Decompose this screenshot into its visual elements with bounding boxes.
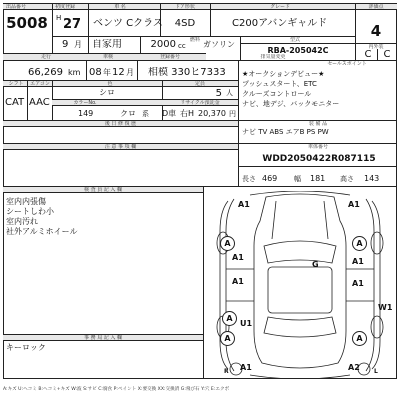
- mark-a-left-front: A: [220, 236, 235, 251]
- handle: 右H: [180, 109, 195, 118]
- remarks-label: 注 意 事 項 欄: [104, 144, 137, 150]
- year-era: H: [56, 14, 62, 22]
- owner-type: D車: [162, 109, 177, 118]
- seats: 5: [215, 88, 222, 99]
- inspector-note-1: 室内内張傷: [6, 197, 46, 206]
- trim-color: クロ: [120, 109, 136, 118]
- color-no-label: カラーNo.: [73, 100, 97, 106]
- divider: [86, 60, 87, 80]
- divider: [240, 43, 355, 44]
- inspector-label: 検 査 員 記 入 欄: [84, 187, 122, 193]
- inspection-year: 08: [89, 67, 102, 78]
- divider: [137, 60, 138, 80]
- recycle-label: リサイクル預託金: [180, 100, 220, 106]
- mark-a-left-rear: A: [220, 331, 235, 346]
- year-label: 初度登録: [55, 4, 76, 10]
- model-year: 27: [63, 17, 82, 32]
- exhibitor-label: 事 務 局 記 入 欄: [84, 335, 122, 341]
- inspection-month: 12: [112, 67, 125, 78]
- inspector-note-3: 室内汚れ: [6, 217, 38, 226]
- sales-point-label: セールスポイント: [327, 61, 367, 67]
- mileage-label: 走行: [40, 54, 51, 60]
- damage-diagram: [206, 191, 394, 378]
- recycle-amount: 20,370: [198, 109, 226, 118]
- sales-point-4: ナビ、地デジ、バックモニター: [242, 100, 340, 108]
- inspector-note-4: 社外アルミホイール: [6, 227, 78, 236]
- doors-label: ドア形状: [175, 4, 195, 10]
- mark-r-corner: R: [224, 368, 229, 375]
- ac-label: エアコン: [30, 81, 50, 87]
- divider: [238, 60, 239, 186]
- divider: [27, 80, 28, 120]
- car-name-label: 車 名: [114, 4, 126, 10]
- grade-label: グレード: [269, 4, 290, 10]
- fuel: ガソリン: [203, 40, 235, 49]
- mark-a-right-front: A: [352, 236, 367, 251]
- model-month: 9: [62, 39, 69, 50]
- footer-legend: A:キズ U:ヘコミ B:ヘコミ+キズ W:波 S:サビ C:腐食 P:ペイント X:要交換 XX:交換済 G:飛び石 Y:穴 E:エクボ: [3, 387, 230, 392]
- rating: 4: [370, 24, 382, 39]
- mark-a2-bottom-right: A2: [348, 363, 360, 372]
- length: 469: [262, 174, 278, 183]
- divider: [52, 3, 53, 60]
- doors: 4SD: [174, 18, 196, 29]
- seats-unit: 人: [226, 89, 233, 97]
- mark-g-center: G: [312, 260, 319, 269]
- mark-a-right-rear: A: [352, 331, 367, 346]
- inspection-year-unit: 年: [103, 68, 111, 77]
- shift-label: シフト: [8, 81, 24, 87]
- vin: WDD2050422R087115: [262, 154, 376, 164]
- plate-label: 登録番号: [159, 54, 180, 60]
- inspection-label: 車検: [102, 54, 113, 60]
- mark-w1-right: W1: [378, 303, 393, 312]
- interior-exterior-label: 内外装: [368, 44, 384, 50]
- mileage: 66,269: [28, 67, 63, 78]
- model-month-unit: 月: [74, 40, 82, 49]
- length-label: 長さ: [242, 175, 256, 183]
- mark-a1-right-mid: A1: [352, 257, 364, 266]
- plate: 相模 330ヒ7333: [148, 67, 226, 78]
- width: 181: [310, 174, 326, 183]
- exterior-grade: C: [383, 49, 391, 60]
- ext-change-label: 排気量変更: [260, 54, 286, 60]
- mark-a1-top-right: A1: [348, 200, 360, 209]
- mark-u1-left: U1: [240, 319, 253, 328]
- equipment-label: 装 備 品: [308, 121, 328, 127]
- ac: AAC: [29, 97, 50, 108]
- inspector-note-2: シートしわ小: [6, 207, 54, 216]
- mark-a-left-low: A: [222, 311, 237, 326]
- divider: [210, 3, 211, 36]
- mark-a1-right-low: A1: [352, 279, 364, 288]
- divider: [203, 186, 204, 379]
- grade: C200アバンギャルド: [232, 18, 328, 29]
- lot-number-label: 出品番号: [6, 4, 27, 10]
- mileage-unit: km: [68, 68, 81, 77]
- recycle-unit: 円: [229, 110, 236, 118]
- trim-unit: 系: [142, 110, 149, 118]
- mark-a1-left-low: A1: [232, 277, 244, 286]
- height-label: 高さ: [340, 175, 354, 183]
- sales-point-2: プッシュスタート、ETC: [242, 80, 317, 88]
- fuel-label: 燃料: [190, 37, 201, 43]
- inspection-month-unit: 月: [126, 68, 134, 77]
- usage: 自家用: [92, 39, 122, 50]
- model-code: RBA-205042C: [267, 46, 329, 55]
- displacement-unit: cc: [178, 42, 186, 50]
- model-code-label: 型式: [289, 37, 300, 43]
- car-name: ベンツ Cクラス: [93, 18, 163, 29]
- divider: [377, 49, 378, 60]
- equipment: ナビ TV ABS エアB PS PW: [242, 128, 329, 136]
- mark-l-corner: L: [374, 368, 378, 375]
- displacement: 2000: [150, 39, 176, 50]
- divider: [238, 166, 397, 167]
- mark-a1-top-left: A1: [238, 200, 250, 209]
- color: シロ: [99, 88, 115, 97]
- mark-a1-bottom-left: A1: [240, 363, 252, 372]
- exhibitor-note-1: キーロック: [6, 343, 46, 352]
- repair-history-label: 後 日 修 復 歴: [104, 121, 137, 127]
- mark-a1-left-mid: A1: [232, 253, 244, 262]
- width-label: 幅: [294, 175, 301, 183]
- divider: [88, 3, 89, 36]
- seats-label: 定員: [194, 81, 205, 87]
- color-label: 色: [107, 81, 113, 87]
- shift: CAT: [5, 97, 25, 108]
- lot-number: 5008: [6, 16, 48, 31]
- height: 143: [364, 174, 380, 183]
- sales-point-3: クルーズコントロール: [242, 90, 312, 98]
- rating-label: 評価点: [368, 4, 384, 10]
- color-code: 149: [78, 109, 94, 118]
- sales-point-1: ★オークションデビュー★: [242, 70, 325, 78]
- interior-grade: C: [364, 49, 372, 60]
- vin-label: 車体番号: [307, 144, 328, 150]
